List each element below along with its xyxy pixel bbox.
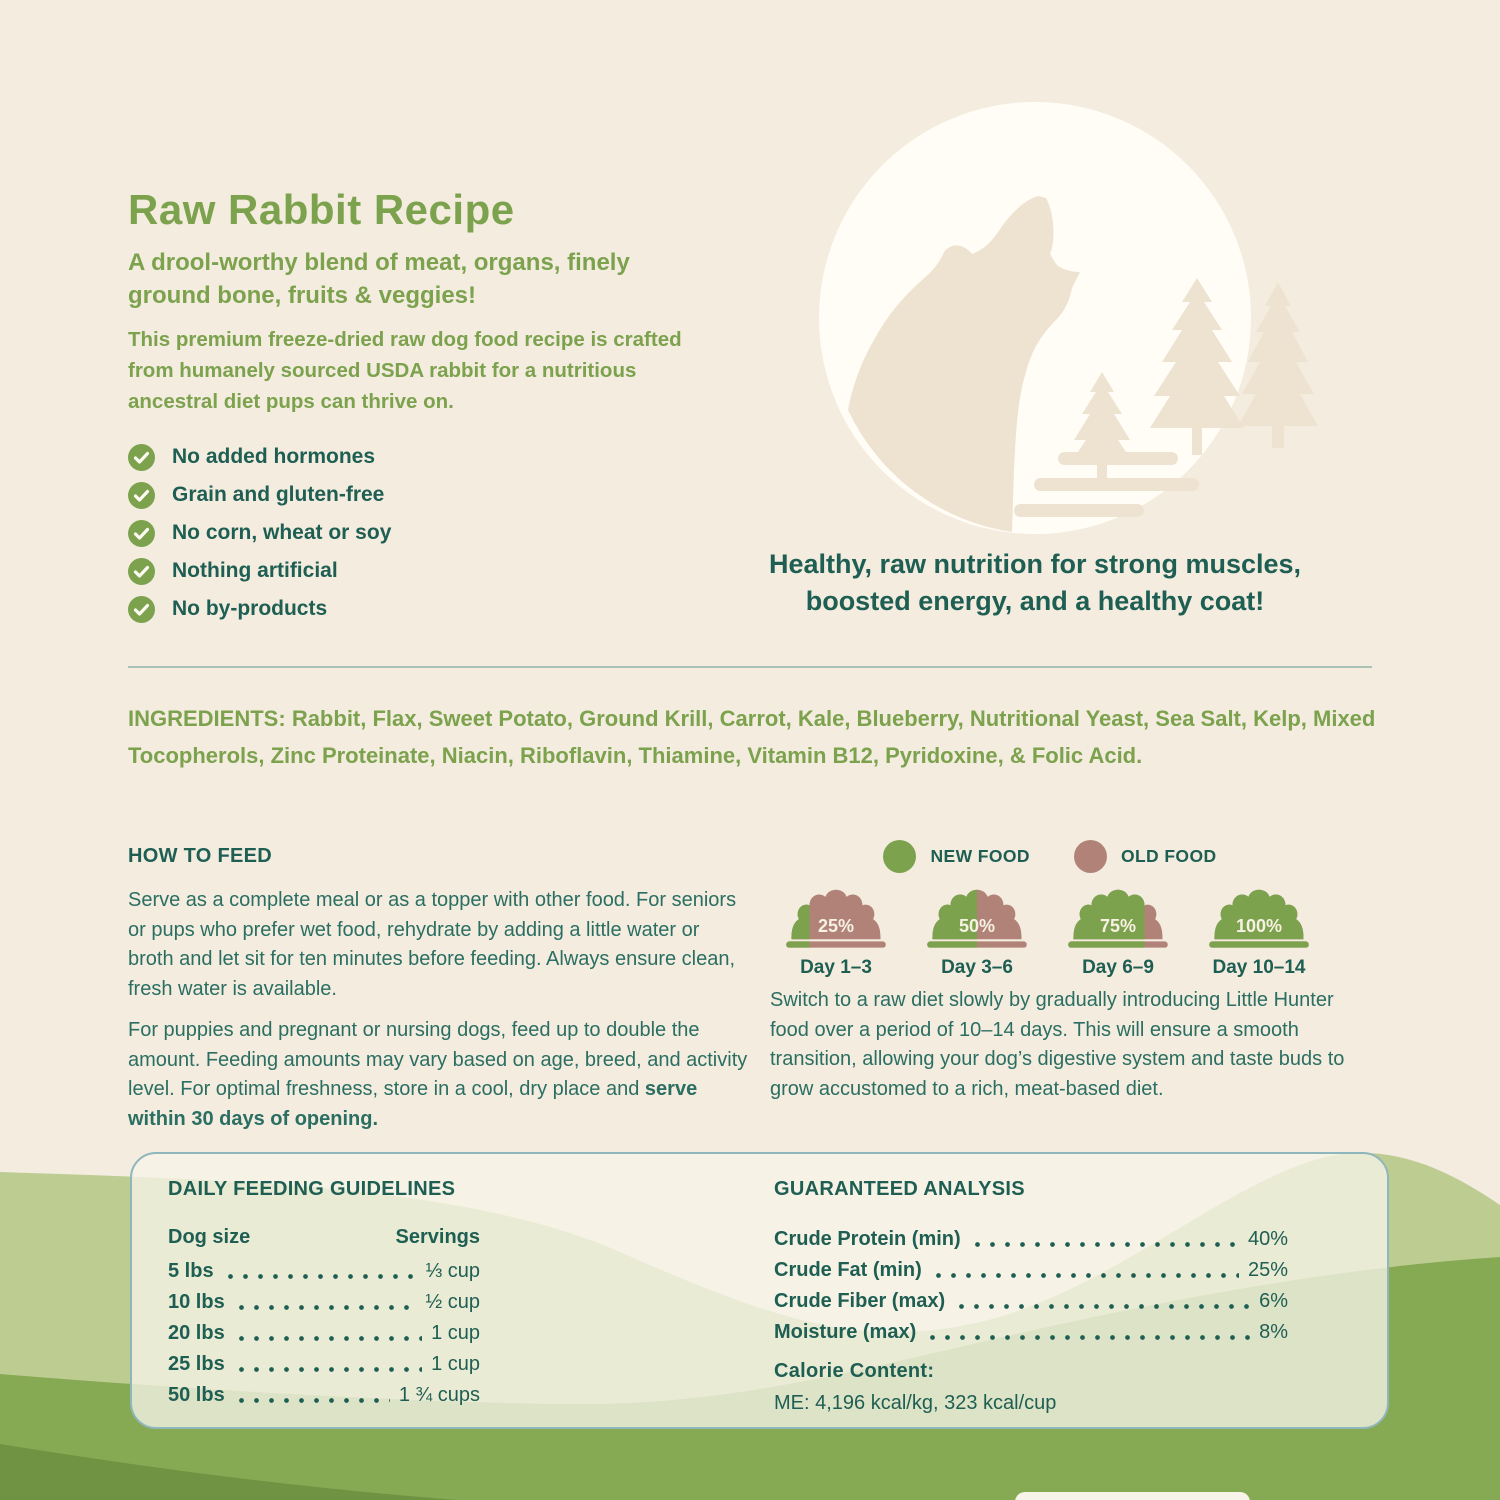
day-range-label: Day 3–6 <box>941 957 1013 978</box>
how-to-feed-paragraph-2 <box>128 1016 748 1134</box>
new-food-dot-icon <box>883 840 916 873</box>
analysis-label: Crude Fiber (max) <box>774 1290 946 1312</box>
dog-size: 50 lbs <box>168 1384 225 1406</box>
ground-stroke <box>1014 504 1144 517</box>
analysis-row <box>774 1259 1288 1282</box>
check-icon <box>128 482 155 509</box>
old-food-dot-icon <box>1074 840 1107 873</box>
calorie-content-heading: Calorie Content: <box>774 1360 935 1382</box>
feeding-row <box>168 1384 480 1407</box>
dog-size: 10 lbs <box>168 1291 225 1313</box>
analysis-label: Crude Protein (min) <box>774 1228 961 1250</box>
checklist-item-label: No corn, wheat or soy <box>172 521 392 544</box>
column-servings: Servings <box>395 1226 480 1248</box>
analysis-value: 25% <box>1247 1259 1288 1281</box>
transition-step <box>1198 882 1320 979</box>
serving-value: 1 ¾ cups <box>398 1384 480 1406</box>
feeding-row <box>168 1291 480 1314</box>
checklist-item <box>128 590 391 628</box>
ground-stroke <box>1058 452 1178 465</box>
checklist-item <box>128 552 391 590</box>
food-mound-icon <box>781 882 891 952</box>
food-mound-icon <box>1204 882 1314 952</box>
analysis-value: 6% <box>1259 1290 1288 1312</box>
feeding-row <box>168 1260 480 1283</box>
percent-label: 75% <box>1099 915 1137 936</box>
analysis-label: Crude Fat (min) <box>774 1259 922 1281</box>
dotted-leader <box>925 1335 1250 1340</box>
food-mound-icon <box>922 882 1032 952</box>
serving-value: ⅓ cup <box>425 1260 480 1282</box>
ground-stroke <box>1034 478 1199 491</box>
serving-value: ½ cup <box>425 1291 480 1313</box>
check-icon <box>128 520 155 547</box>
feeding-row <box>168 1353 480 1376</box>
dotted-leader <box>234 1336 422 1341</box>
dotted-leader <box>234 1367 422 1372</box>
column-dog-size: Dog size <box>168 1226 251 1248</box>
check-icon <box>128 558 155 585</box>
how-to-feed-heading: HOW TO FEED <box>128 845 273 867</box>
dog-size: 25 lbs <box>168 1353 225 1375</box>
day-range-label: Day 1–3 <box>800 957 872 978</box>
check-icon <box>128 444 155 471</box>
checklist-item-label: Grain and gluten-free <box>172 483 385 506</box>
page-subtitle: A drool-worthy blend of meat, organs, finely ground bone, fruits & veggies! <box>128 249 630 309</box>
transition-steps <box>775 882 1320 979</box>
analysis-row <box>774 1290 1288 1313</box>
ingredients-label: INGREDIENTS: <box>128 706 286 731</box>
dotted-leader <box>954 1304 1250 1309</box>
percent-label: 100% <box>1235 915 1283 936</box>
analysis-label: Moisture (max) <box>774 1321 917 1343</box>
check-icon <box>128 596 155 623</box>
tagline: Healthy, raw nutrition for strong muscles, boosted energy, and a healthy coat! <box>768 549 1302 616</box>
ingredients-text <box>128 700 1386 774</box>
checklist-item <box>128 476 391 514</box>
guidelines-box <box>130 1152 1389 1429</box>
transition-step <box>775 882 897 979</box>
food-mound-icon <box>1063 882 1173 952</box>
ingredients-list: Rabbit, Flax, Sweet Potato, Ground Krill, Carrot, Kale, Blueberry, Nutritional Yeast, Sea Salt, Kelp, Mixed Tocopherols, Zinc Proteinate, Niacin, Riboflavin, Thiamine, Vitamin B12, Pyridoxine, & Folic Acid. <box>128 706 1376 768</box>
dotted-leader <box>234 1398 390 1403</box>
serving-value: 1 cup <box>431 1322 480 1344</box>
feeding-guidelines-heading: DAILY FEEDING GUIDELINES <box>168 1178 456 1200</box>
day-range-label: Day 6–9 <box>1082 957 1154 978</box>
how-to-feed-paragraph-2-bold: serve within 30 days of opening. <box>128 1078 698 1130</box>
checklist-item-label: Nothing artificial <box>172 559 338 582</box>
checklist-item <box>128 514 391 552</box>
dog-size: 5 lbs <box>168 1260 214 1282</box>
how-to-feed-paragraph-1: Serve as a complete meal or as a topper with other food. For seniors or pups who prefer wet food, rehydrate by adding a little water or broth and let sit for ten minutes before feeding. Always ensure clean, fresh water is available. <box>128 889 737 1000</box>
transition-paragraph: Switch to a raw diet slowly by gradually introducing Little Hunter food over a period of 10–14 days. This will ensure a smooth transition, allowing your dog’s digestive system and taste buds to grow accustomed to a rich, meat-based diet. <box>770 989 1345 1100</box>
analysis-value: 8% <box>1259 1321 1288 1343</box>
percent-label: 50% <box>958 915 996 936</box>
dotted-leader <box>970 1242 1239 1247</box>
checklist-item-label: No added hormones <box>172 445 376 468</box>
feeding-table-header <box>168 1226 480 1249</box>
analysis-row <box>774 1321 1288 1344</box>
transition-step <box>916 882 1038 979</box>
guaranteed-analysis-heading: GUARANTEED ANALYSIS <box>774 1178 1025 1200</box>
serving-value: 1 cup <box>431 1353 480 1375</box>
analysis-row <box>774 1228 1288 1251</box>
dotted-leader <box>234 1305 417 1310</box>
page-description: This premium freeze-dried raw dog food recipe is crafted from humanely sourced USDA rabbit for a nutritious ancestral diet pups can thrive on. <box>128 328 682 413</box>
page-title: Raw Rabbit Recipe <box>128 186 515 233</box>
day-range-label: Day 10–14 <box>1212 957 1306 978</box>
benefits-checklist <box>128 438 391 628</box>
transition-step <box>1057 882 1179 979</box>
food-transition-legend <box>770 840 1330 873</box>
checklist-item <box>128 438 391 476</box>
percent-label: 25% <box>817 915 855 936</box>
divider-line <box>128 666 1372 668</box>
checklist-item-label: No by-products <box>172 597 328 620</box>
calorie-content-value: ME: 4,196 kcal/kg, 323 kcal/cup <box>774 1392 1057 1414</box>
dog-size: 20 lbs <box>168 1322 225 1344</box>
dotted-leader <box>223 1274 417 1279</box>
analysis-value: 40% <box>1247 1228 1288 1250</box>
old-food-label: OLD FOOD <box>1120 846 1217 866</box>
new-food-label: NEW FOOD <box>930 846 1030 866</box>
how-to-feed-paragraph-2-text: For puppies and pregnant or nursing dogs, feed up to double the amount. Feeding amounts may vary based on age, breed, and activity level. For optimal freshness, store in a cool, dry place and <box>128 1019 748 1100</box>
feeding-row <box>168 1322 480 1345</box>
dotted-leader <box>931 1273 1239 1278</box>
